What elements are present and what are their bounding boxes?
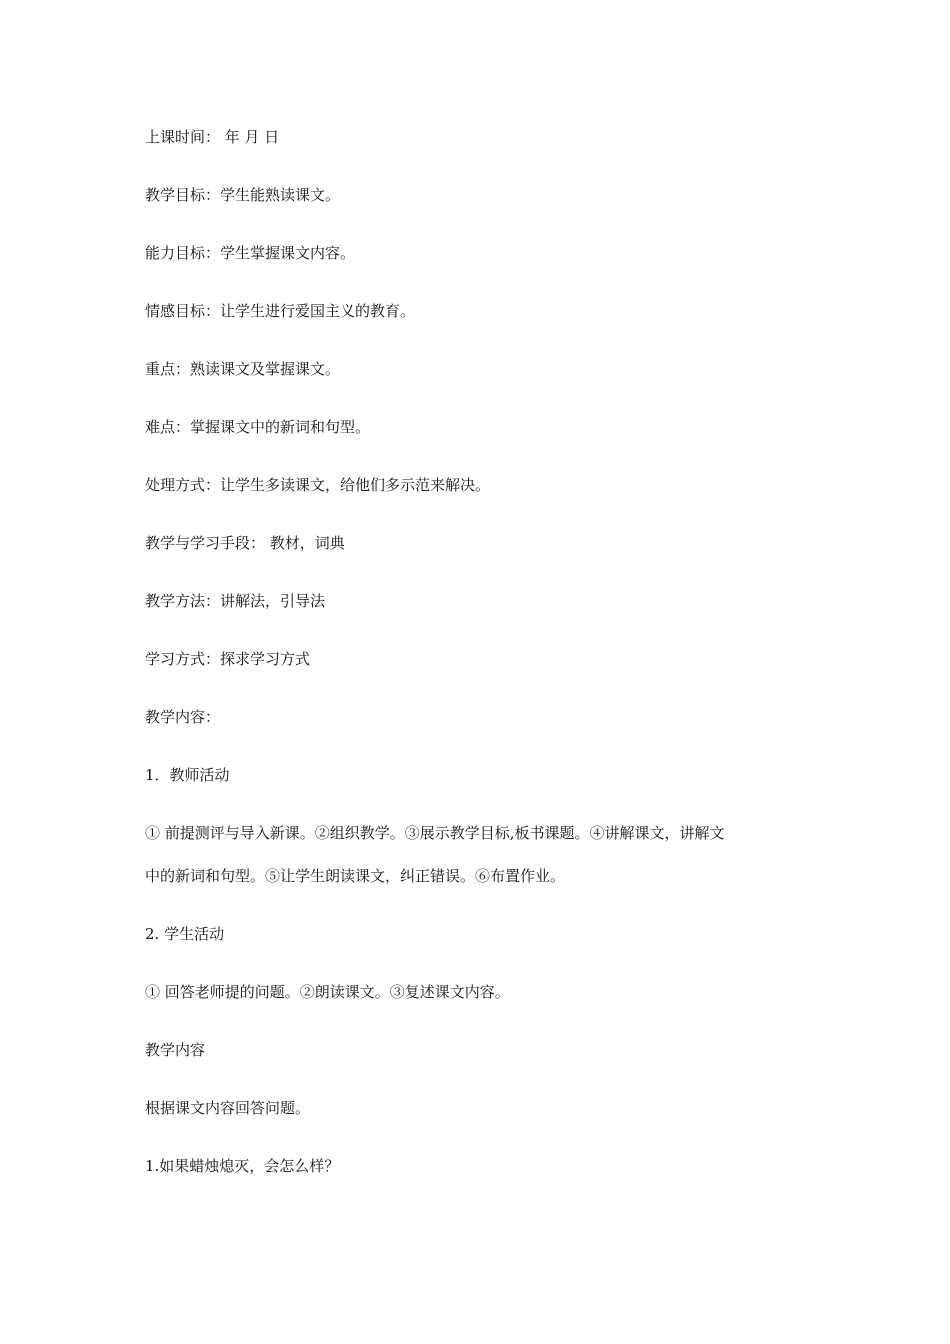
- ability-goal-line: 能力目标：学生掌握课文内容。: [145, 244, 356, 262]
- teaching-goal-line: 教学目标：学生能熟读课文。: [145, 186, 341, 204]
- teaching-means-line: 教学与学习手段： 教材，词典: [145, 534, 345, 552]
- question-1: 1.如果蜡烛熄灭，会怎么样？: [145, 1157, 340, 1175]
- question-instruction: 根据课文内容回答问题。: [145, 1099, 311, 1117]
- emotion-goal-line: 情感目标：让学生进行爱国主义的教育。: [145, 302, 416, 320]
- student-activity-text: ① 回答老师提的问题。②朗读课文。③复述课文内容。: [145, 983, 510, 1001]
- teaching-content-subheading: 教学内容: [145, 1041, 206, 1059]
- teacher-activity-heading: 1．教师活动: [145, 766, 230, 784]
- key-point-line: 重点：熟读课文及掌握课文。: [145, 360, 341, 378]
- teaching-content-heading: 教学内容：: [145, 708, 221, 726]
- class-time-line: 上课时间： 年 月 日: [145, 128, 280, 146]
- difficulty-line: 难点：掌握课文中的新词和句型。: [145, 418, 371, 436]
- teacher-activity-text-1: ① 前提测评与导入新课。②组织教学。③展示教学目标,板书课题。④讲解课文，讲解文: [145, 824, 725, 842]
- handling-method-line: 处理方式：让学生多读课文，给他们多示范来解决。: [145, 476, 491, 494]
- teacher-activity-text-2: 中的新词和句型。⑤让学生朗读课文，纠正错误。⑥布置作业。: [145, 867, 566, 885]
- learning-style-line: 学习方式：探求学习方式: [145, 650, 311, 668]
- student-activity-heading: 2. 学生活动: [145, 925, 225, 943]
- teaching-method-line: 教学方法：讲解法，引导法: [145, 592, 326, 610]
